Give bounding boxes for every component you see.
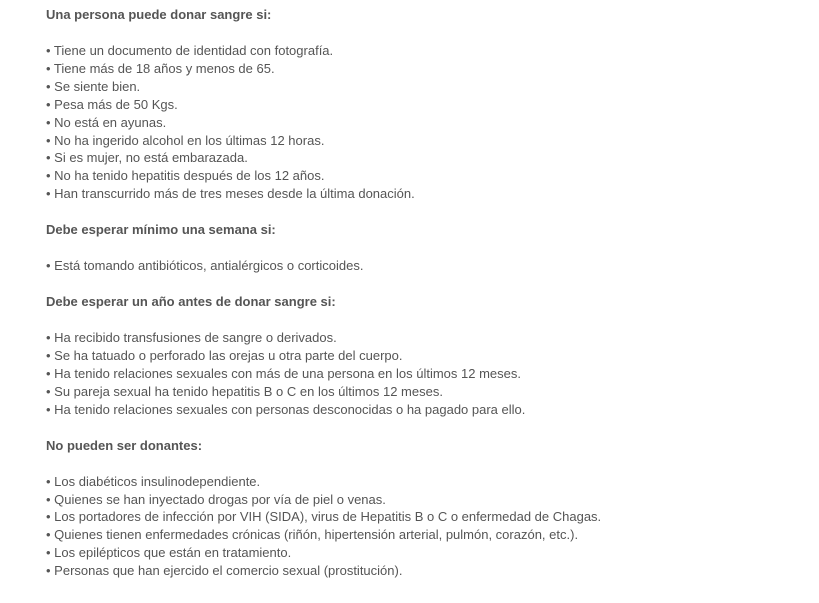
- list-item: • Quienes se han inyectado drogas por vía de piel o venas.: [46, 491, 386, 507]
- criteria-list: [46, 42, 819, 203]
- criteria-list: [46, 257, 819, 275]
- list-item: • Está tomando antibióticos, antialérgicos o corticoides.: [46, 258, 364, 274]
- section-eligibility: [46, 6, 819, 203]
- list-item: • Los diabéticos insulinodependiente.: [46, 473, 261, 489]
- list-item: • Han transcurrido más de tres meses desde la última donación.: [46, 186, 415, 202]
- list-item: • Ha tenido relaciones sexuales con más de una persona en los últimos 12 meses.: [46, 365, 521, 381]
- section-wait-one-week: [46, 221, 819, 275]
- section-wait-one-year: [46, 293, 819, 419]
- list-item: • Ha tenido relaciones sexuales con personas desconocidas o ha pagado para ello.: [46, 401, 526, 417]
- list-item: • Los portadores de infección por VIH (SIDA), virus de Hepatitis B o C o enfermedad de Chagas.: [46, 509, 602, 525]
- list-item: • Si es mujer, no está embarazada.: [46, 150, 248, 166]
- list-item: • Tiene más de 18 años y menos de 65.: [46, 60, 275, 76]
- list-item: • Pesa más de 50 Kgs.: [46, 96, 178, 112]
- list-item: • No ha ingerido alcohol en los últimas 12 horas.: [46, 132, 325, 148]
- section-not-eligible: [46, 437, 819, 580]
- list-item: • Tiene un documento de identidad con fotografía.: [46, 43, 334, 58]
- criteria-list: [46, 473, 819, 580]
- list-item: • Se ha tatuado o perforado las orejas u otra parte del cuerpo.: [46, 347, 403, 363]
- list-item: • Ha recibido transfusiones de sangre o derivados.: [46, 330, 337, 346]
- section-heading: Debe esperar mínimo una semana si:: [46, 222, 276, 238]
- list-item: • No ha tenido hepatitis después de los 12 años.: [46, 168, 325, 184]
- list-item: • Se siente bien.: [46, 78, 141, 94]
- criteria-list: [46, 329, 819, 419]
- section-heading: No pueden ser donantes:: [46, 437, 203, 453]
- list-item: • Los epilépticos que están en tratamiento.: [46, 545, 292, 561]
- list-item: • Su pareja sexual ha tenido hepatitis B o C en los últimos 12 meses.: [46, 383, 443, 399]
- section-heading: Una persona puede donar sangre si:: [46, 7, 272, 22]
- list-item: • Personas que han ejercido el comercio sexual (prostitución).: [46, 563, 403, 579]
- section-heading: Debe esperar un año antes de donar sangre si:: [46, 294, 336, 310]
- list-item: • Quienes tienen enfermedades crónicas (riñón, hipertensión arterial, pulmón, corazón, etc.).: [46, 527, 579, 543]
- list-item: • No está en ayunas.: [46, 114, 167, 130]
